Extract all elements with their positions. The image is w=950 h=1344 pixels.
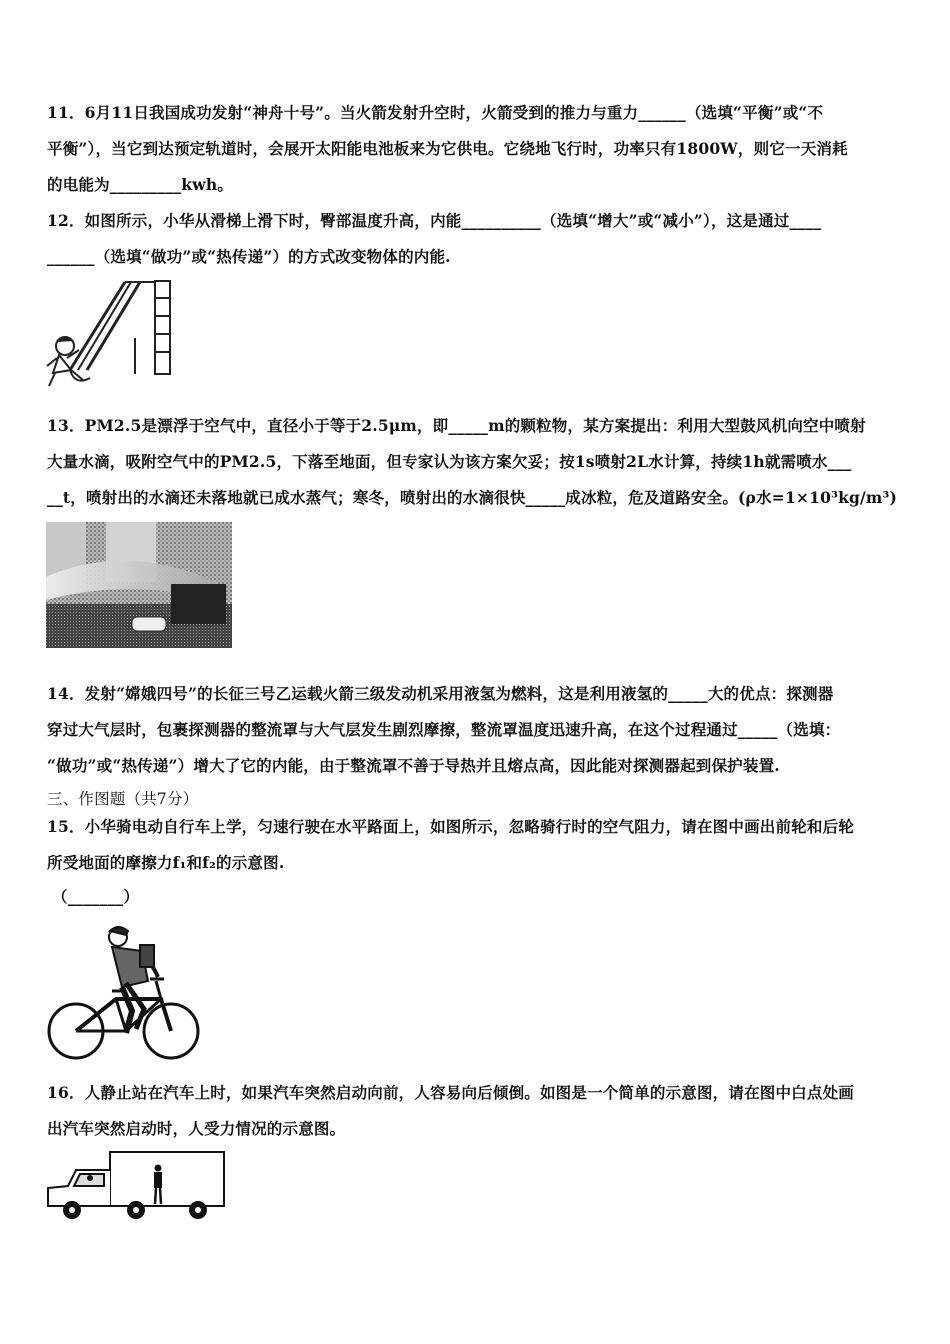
slide-ladder-frame [155,281,170,374]
water-spray-photo [46,522,232,648]
q12-line-2: ______（选填“做功”或“热传递”）的方式改变物体的内能. [47,247,451,266]
q16-line-2: 出汽车突然启动时，人受力情况的示意图。 [47,1119,346,1138]
section-heading-drawing: 三、作图题（共7分） [47,790,199,808]
q11-line-3: 的电能为_________kwh。 [47,175,234,194]
q13-line-3: __t，喷射出的水滴还未落地就已成水蒸气；寒冬，喷射出的水滴很快_____成冰粒，危及道路安全。(ρ水=1×10³kg/m³) [47,488,898,507]
q15-answer-blank: （_______） [52,887,140,906]
q14-line-3: “做功”或“热传递”）增大了它的内能，由于整流罩不善于导热并且熔点高，因此能对探测器起到保护装置. [47,756,780,775]
slide-figure [45,278,175,390]
child-on-slide [47,337,83,386]
car [132,617,166,631]
slide-rail-left [70,282,125,370]
q11-line-1: 11．6月11日我国成功发射“神舟十号”。当火箭发射升空时，火箭受到的推力与重力______（选填“平衡”或“不 [47,103,824,122]
q16-line-1: 16．人静止站在汽车上时，如果汽车突然启动向前，人容易向后倾倒。如图是一个简单的示意图，请在图中白点处画 [47,1083,854,1102]
truck-cargo-box [110,1152,224,1206]
q12-line-1: 12．如图所示，小华从滑梯上滑下时，臀部温度升高，内能__________（选填“增大”或“减小”），这是通过____ [47,211,822,230]
driver [87,1175,93,1181]
q11-line-2: 平衡”），当它到达预定轨道时，会展开太阳能电池板来为它供电。它绕地飞行时，功率只有1800W，则它一天消耗 [47,139,848,158]
q15-line-2: 所受地面的摩擦力f₁和f₂的示意图. [47,853,285,872]
truck [171,584,226,624]
slide-rail-right [87,282,140,370]
bicycle-rider-figure [46,921,204,1063]
q15-line-1: 15．小华骑电动自行车上学，匀速行驶在水平路面上，如图所示，忽略骑行时的空气阻力，请在图中画出前轮和后轮 [47,817,854,836]
q14-line-1: 14．发射“嫦娥四号”的长征三号乙运载火箭三级发动机采用液氢为燃料，这是利用液氢的_____大的优点：探测器 [47,684,834,703]
q14-line-2: 穿过大气层时，包裹探测器的整流罩与大气层发生剧烈摩擦，整流罩温度迅速升高，在这个过程通过_____（选填： [47,720,841,739]
q13-line-1: 13．PM2.5是漂浮于空气中，直径小于等于2.5μm，即_____m的颗粒物，某方案提出：利用大型鼓风机向空中喷射 [47,416,866,435]
q13-line-2: 大量水滴，吸附空气中的PM2.5，下落至地面，但专家认为该方案欠妥；按1s喷射2L水计算，持续1h就需喷水___ [47,452,852,471]
truck-person-figure [46,1150,228,1222]
